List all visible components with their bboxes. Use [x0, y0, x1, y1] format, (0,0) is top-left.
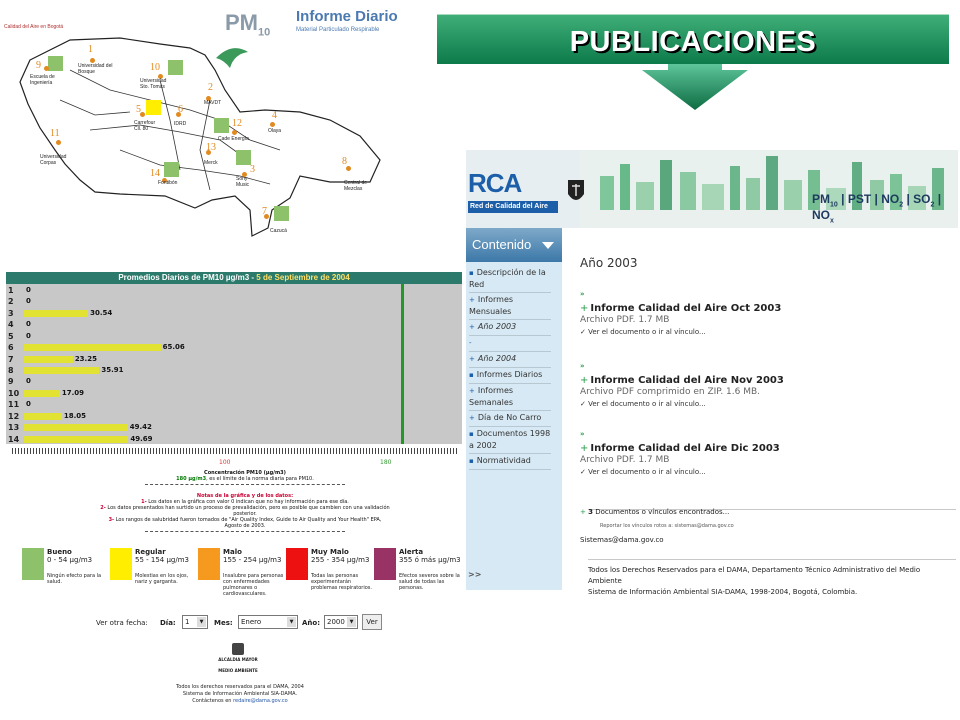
station-label: Cazucá	[270, 228, 287, 234]
station-label: Escuela de Ingeniería	[30, 74, 55, 86]
limit-statement: 180 µg/m3, es el límite de la norma diaria para PM10.	[176, 476, 314, 482]
document-file-info: Archivo PDF. 1.7 MB	[580, 315, 670, 325]
chart-row-label: 4	[8, 320, 14, 330]
document-file-info: Archivo PDF. 1.7 MB	[580, 455, 670, 465]
document-title-link[interactable]: + Informe Calidad del Aire Oct 2003	[580, 303, 782, 314]
chart-row-label: 7	[8, 354, 14, 364]
station-dot	[44, 66, 49, 71]
chart-row	[6, 319, 462, 330]
separator	[145, 484, 345, 485]
chart-value-label: 0	[26, 400, 31, 409]
aqi-legend	[22, 546, 462, 606]
contact-email-link[interactable]: redaire@dama.gov.co	[233, 698, 288, 704]
sidebar-item[interactable]: -	[469, 336, 551, 352]
station-number: 11	[50, 128, 60, 139]
station-number: 1	[88, 44, 93, 55]
sidebar-more-link[interactable]: >>	[468, 570, 482, 579]
chart-row	[6, 434, 462, 445]
legend-muy-malo: Muy Malo 255 - 354 µg/m3 Todas las personas experimentarán problemas respiratorios.	[286, 546, 376, 606]
station-marker[interactable]	[168, 60, 183, 75]
chart-title: Promedios Diarios de PM10 µg/m3 - 5 de Septiembre de 2004	[6, 272, 462, 284]
year-select[interactable]: 2000 ▼	[324, 615, 358, 629]
publicaciones-banner	[437, 14, 949, 64]
tick-label-100: 100	[219, 459, 231, 466]
station-dot	[232, 130, 237, 135]
document-title-link[interactable]: + Informe Calidad del Aire Dic 2003	[580, 443, 780, 454]
station-label: Cade Energía	[218, 136, 249, 142]
pm10-map	[0, 0, 410, 262]
chart-value-label: 65.06	[162, 343, 185, 352]
station-number: 13	[206, 142, 216, 153]
chart-bar	[24, 436, 128, 443]
station-number: 8	[342, 156, 347, 167]
chart-ruler	[12, 448, 458, 454]
legend-alerta: Alerta 355 ó más µg/m3 Efectos severos sobre la salud de todas las personas.	[374, 546, 464, 606]
station-number: 4	[272, 110, 277, 121]
check-icon: ✓	[580, 468, 589, 476]
chart-row	[6, 399, 462, 410]
chart-row-label: 6	[8, 343, 14, 353]
dropdown-arrow-icon: ▼	[347, 617, 356, 627]
legend-swatch	[286, 548, 308, 580]
station-dot	[56, 140, 61, 145]
legend-regular: Regular 55 - 154 µg/m3 Molestias en los ojos, nariz y garganta.	[110, 546, 200, 606]
down-arrow-icon	[640, 64, 750, 110]
check-icon: ✓	[580, 400, 589, 408]
station-marker[interactable]	[48, 56, 63, 71]
notes-title: Notas de la gráfica y de los datos:	[196, 493, 294, 499]
rca-header	[466, 150, 958, 228]
day-select[interactable]: 1 ▼	[182, 615, 208, 629]
date-selector-label: Ver otra fecha:	[96, 619, 148, 627]
chart-value-label: 0	[26, 286, 31, 294]
chart-row	[6, 376, 462, 387]
station-label: Carrefour Cll. 80	[134, 120, 156, 132]
sidebar-item[interactable]: ▪ Descripción de la Red	[469, 266, 551, 293]
station-marker[interactable]	[236, 150, 251, 165]
chart-row-label: 13	[8, 423, 20, 433]
separator	[588, 559, 956, 560]
chart-row	[6, 411, 462, 422]
chart-row-label: 3	[8, 308, 14, 318]
caret-down-icon	[542, 242, 554, 249]
note-item: 1- Los datos en la gráfica con valor 0 indican que no hay información para ese día.	[141, 499, 349, 505]
month-label: Mes:	[214, 619, 233, 627]
note-item: 3- Los rangos de salubridad fueron tomados de "Air Quality Index, Guide to Air Quality and Your Health" EPA, Agosto de 2003.	[108, 517, 382, 529]
chart-row-label: 14	[8, 434, 20, 444]
chart-row	[6, 285, 462, 296]
view-date-button[interactable]: Ver	[362, 614, 382, 630]
content-sidebar	[466, 228, 562, 590]
rca-logo-subtitle: Red de Calidad del Aire	[468, 201, 558, 213]
chart-row	[6, 354, 462, 365]
station-label: IDRD	[174, 121, 187, 127]
sidebar-item[interactable]: + Año 2004	[469, 352, 551, 368]
pm10-footer: Todos los derechos reservados para el DAMA, 2004 Sistema de Información Ambiental SIA-DAMA. Contáctenos en redaire@dama.gov.co	[176, 684, 304, 704]
station-label: Universidad Sto. Tomás	[140, 78, 167, 90]
sidebar-item[interactable]: ▪ Informes Diarios	[469, 368, 551, 384]
chart-value-label: 0	[26, 377, 31, 386]
caret-icon: »	[580, 290, 585, 298]
station-number: 5	[136, 104, 141, 115]
chart-row	[6, 388, 462, 399]
station-label: Universidad del Bosque	[78, 63, 113, 75]
chart-row	[6, 331, 462, 342]
chart-date: 5 de Septiembre de 2004	[256, 273, 350, 282]
chart-row-label: 8	[8, 366, 14, 375]
alcaldia-seal: ALCALDIA MAYOR MEDIO AMBIENTE	[218, 643, 258, 681]
report-subtitle: Material Particulado Respirable	[296, 27, 380, 33]
chart-rows	[6, 284, 462, 444]
bogota-shield-icon	[566, 178, 586, 206]
map-region-label: Calidad del Aire en Bogotá	[4, 24, 64, 30]
chart-bar	[24, 367, 99, 374]
chart-value-label: 0	[26, 331, 31, 340]
chart-value-label: 0	[26, 297, 31, 306]
year-label: Año:	[302, 619, 321, 627]
chart-value-label: 23.25	[74, 354, 97, 363]
check-icon: ✓	[580, 328, 589, 336]
date-selector	[96, 614, 396, 632]
month-select[interactable]: Enero ▼	[238, 615, 298, 629]
chart-row	[6, 422, 462, 433]
chart-value-label: 0	[26, 320, 31, 329]
broken-links-note: Reportar los vínculos rotos a: sistemas@dama.gov.co	[600, 523, 734, 529]
chart-row	[6, 342, 462, 353]
chart-row-label: 12	[8, 411, 20, 421]
legend-swatch	[198, 548, 220, 580]
sidebar-item[interactable]: + Informes Mensuales	[469, 293, 551, 320]
concentration-title: Concentración PM10 (µg/m3)	[204, 470, 286, 476]
pollutant-labels: $PM_{10}$ | PST | $NO_2$ | $SO_2$ | $NO_x$	[812, 192, 942, 225]
chart-row-label: 11	[8, 400, 20, 410]
tick-label-180: 180	[380, 459, 392, 466]
document-title-link[interactable]: + Informe Calidad del Aire Nov 2003	[580, 375, 784, 386]
chart-bar	[24, 356, 73, 363]
chart-value-label: 17.09	[61, 388, 85, 397]
station-number: 14	[150, 168, 160, 179]
chart-row	[6, 365, 462, 376]
document-view-link[interactable]: ✓ Ver el documento o ir al vínculo...	[580, 328, 706, 336]
chart-bar	[24, 390, 60, 397]
bogota-map-outline	[0, 0, 410, 262]
chart-bar	[24, 344, 161, 351]
chart-row-label: 1	[8, 286, 14, 295]
legend-bueno: Bueno 0 - 54 µg/m3 Ningún efecto para la salud.	[22, 546, 112, 606]
pm10-daily-chart	[6, 272, 462, 466]
legend-malo: Malo 155 - 254 µg/m3 Insalubre para personas con enfermedades pulmonares o cardiovasculares.	[198, 546, 288, 606]
systems-email[interactable]: Sistemas@dama.gov.co	[580, 536, 664, 544]
pm10-swirl-icon	[212, 40, 252, 80]
station-label: Olaya	[268, 128, 282, 134]
station-marker[interactable]	[214, 118, 229, 133]
chart-notes	[100, 470, 390, 534]
station-number: 10	[150, 62, 160, 73]
pm10-logo: $PM_{10}$	[225, 10, 271, 39]
separator	[145, 531, 345, 532]
document-entry	[580, 290, 950, 350]
limit-line	[401, 284, 404, 444]
chart-value-label: 18.05	[63, 411, 87, 420]
alcaldia-emblem-icon	[232, 643, 244, 655]
dropdown-arrow-icon: ▼	[287, 617, 296, 627]
sidebar-item[interactable]: + Año 2003	[469, 320, 551, 336]
sidebar-item[interactable]: ▪ Documentos 1998 a 2002	[469, 427, 551, 454]
banner-title: PUBLICACIONES	[569, 26, 817, 58]
legend-swatch	[110, 548, 132, 580]
found-count: + 3 Documentos o vínculos encontrados...	[580, 508, 730, 516]
station-number: 7	[262, 206, 267, 217]
document-file-info: Archivo PDF comprimido en ZIP. 1.6 MB.	[580, 387, 761, 397]
station-marker[interactable]	[164, 162, 179, 177]
station-label: MAVDT	[204, 100, 222, 106]
chart-bar	[24, 413, 62, 420]
chart-row-label: 2	[8, 297, 14, 307]
station-number: 6	[178, 104, 183, 115]
chart-bar	[24, 310, 88, 317]
chart-value-label: 49.69	[130, 434, 153, 443]
station-label: Merck	[204, 160, 218, 166]
legend-swatch	[22, 548, 44, 580]
note-item: 2- Los datos presentados han surtido un proceso de prevalidación, pero es posible que cambien con una validación posterior.	[100, 505, 390, 517]
legend-swatch	[374, 548, 396, 580]
chart-row	[6, 308, 462, 319]
day-label: Día:	[160, 619, 176, 627]
sidebar-item[interactable]: ▪ Normatividad	[469, 454, 551, 470]
rca-logo[interactable]: RCA	[468, 168, 522, 198]
station-dot	[270, 122, 275, 127]
chart-row-label: 9	[8, 377, 14, 387]
sidebar-title: Contenido	[466, 228, 562, 262]
station-label: Central de Mezclas	[344, 180, 368, 192]
year-heading: Año 2003	[580, 256, 638, 270]
caret-icon: »	[580, 362, 585, 370]
station-number: 12	[232, 118, 242, 129]
sidebar-menu	[469, 266, 551, 470]
document-view-link[interactable]: ✓ Ver el documento o ir al vínculo...	[580, 400, 706, 408]
document-view-link[interactable]: ✓ Ver el documento o ir al vínculo...	[580, 468, 706, 476]
chart-row	[6, 296, 462, 307]
document-entry	[580, 362, 950, 422]
dropdown-arrow-icon: ▼	[197, 617, 206, 627]
station-label: Universidad Corpas	[40, 154, 67, 166]
chart-value-label: 49.42	[129, 423, 152, 432]
chart-value-label: 30.54	[90, 308, 113, 317]
plus-icon: +	[580, 508, 589, 516]
report-title: Informe Diario	[296, 8, 398, 25]
sidebar-item[interactable]: + Informes Semanales	[469, 384, 551, 411]
rca-footer: Todos los Derechos Reservados para el DAMA, Departamento Técnico Administrativo del Medio Ambiente Sistema de Información Ambiental SIA-DAMA, 1998-2004, Bogotá, Colombia.	[588, 566, 921, 596]
station-marker[interactable]	[274, 206, 289, 221]
station-label: Fontibón	[158, 180, 178, 186]
caret-icon: »	[580, 430, 585, 438]
chart-row-label: 10	[8, 388, 20, 398]
station-number: 3	[250, 164, 255, 175]
station-number: 9	[36, 60, 41, 71]
document-entry	[580, 430, 950, 490]
chart-value-label: 35.91	[101, 366, 124, 374]
sidebar-item[interactable]: + Día de No Carro	[469, 411, 551, 427]
chart-bar	[24, 424, 128, 431]
chart-row-label: 5	[8, 331, 14, 341]
station-marker[interactable]	[146, 100, 161, 115]
station-label: Sony Music	[236, 176, 250, 188]
station-number: 2	[208, 82, 213, 93]
